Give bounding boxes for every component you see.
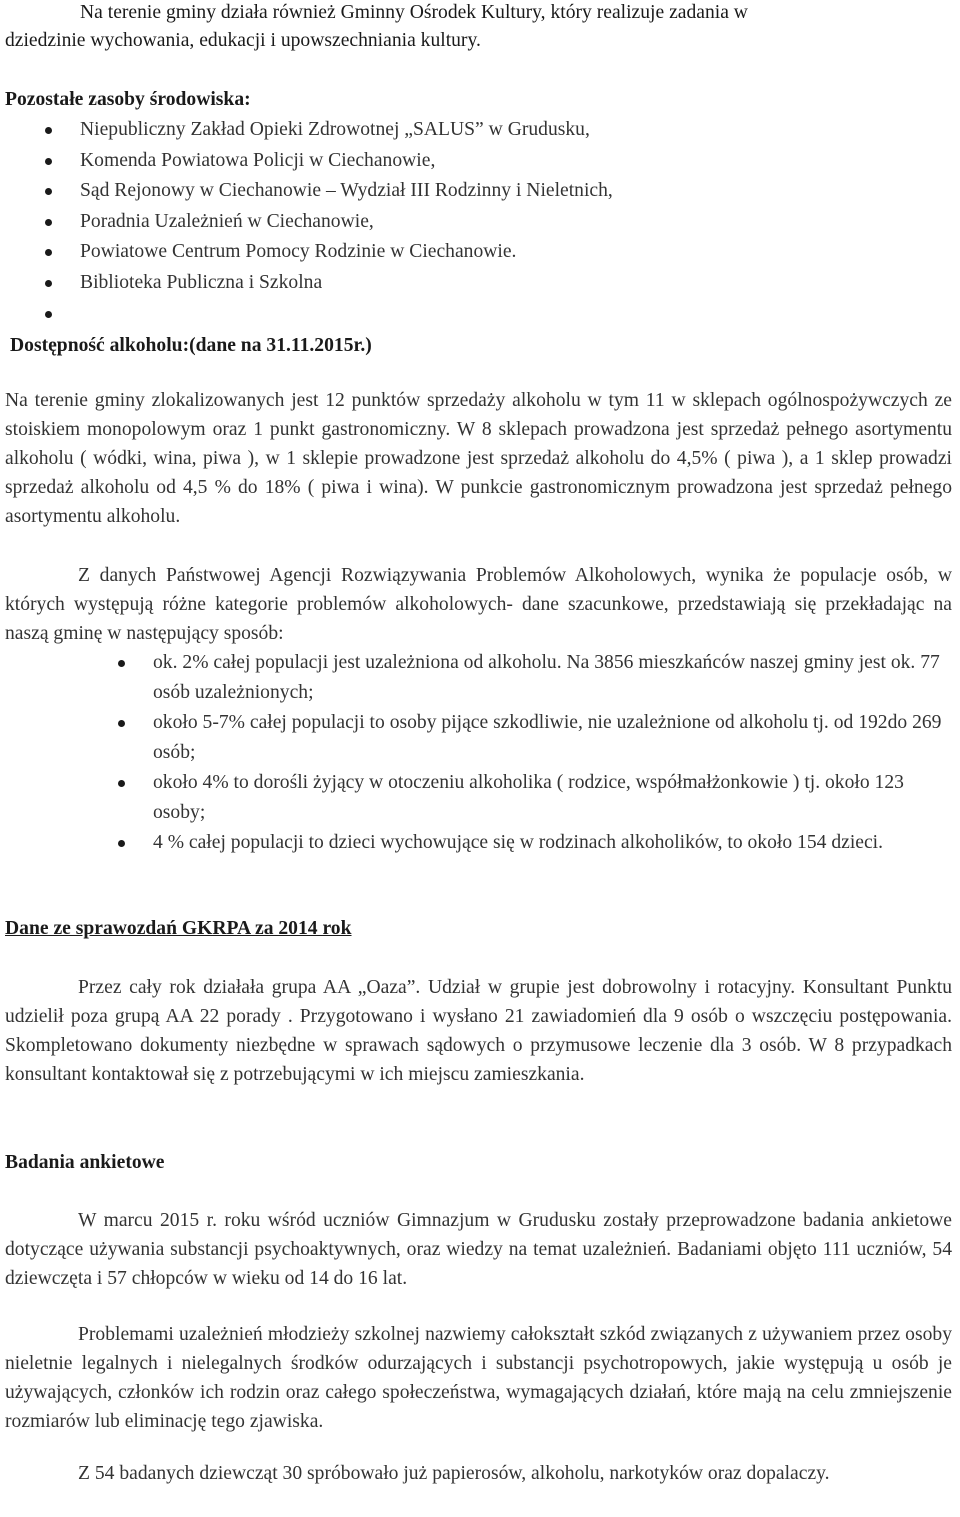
alcohol-heading: Dostępność alkoholu:(dane na 31.11.2015r.) xyxy=(10,335,372,356)
resources-list xyxy=(0,115,950,329)
survey-paragraph-3: Z 54 badanych dziewcząt 30 spróbowało już papierosów, alkoholu, narkotyków oraz dopalaczy. xyxy=(78,1463,830,1484)
list-item: Sąd Rejonowy w Ciechanowie – Wydział III Rodzinny i Nieletnich, xyxy=(0,176,950,207)
intro-line-2: dziedzinie wychowania, edukacji i upowszechniania kultury. xyxy=(5,30,481,51)
list-item: Powiatowe Centrum Pomocy Rodzinie w Ciechanowie. xyxy=(0,237,950,268)
list-item: około 5-7% całej populacji to osoby pijące szkodliwie, nie uzależnione od alkoholu tj. od 192do 269 osób; xyxy=(0,708,950,768)
bullet-icon xyxy=(45,188,52,195)
list-item: ok. 2% całej populacji jest uzależniona od alkoholu. Na 3856 mieszkańców naszej gminy jest ok. 77 osób uzależnionych; xyxy=(0,648,950,708)
list-item: Biblioteka Publiczna i Szkolna xyxy=(0,268,950,299)
bullet-icon xyxy=(118,660,125,667)
list-item: Niepubliczny Zakład Opieki Zdrowotnej „SALUS” w Grudusku, xyxy=(0,115,950,146)
estimates-list xyxy=(0,648,950,888)
bullet-icon xyxy=(118,840,125,847)
list-item xyxy=(0,299,950,330)
list-item: Komenda Powiatowa Policji w Ciechanowie, xyxy=(0,146,950,177)
survey-paragraph-2: Problemami uzależnień młodzieży szkolnej nazwiemy całokształt szkód związanych z używaniem przez osoby nieletnie legalnych i nielegalnych środków odurzających i substancji psychotropowych, jakie występują u osób je używających, członków ich rodzin oraz całego społeczeństwa, wymagających działań, które mają na celu zmniejszenie rozmiarów lub eliminację tego zjawiska. xyxy=(5,1324,952,1432)
list-item: Poradnia Uzależnień w Ciechanowie, xyxy=(0,207,950,238)
list-item: 4 % całej populacji to dzieci wychowujące się w rodzinach alkoholików, to około 154 dzieci. xyxy=(0,828,950,888)
bullet-icon xyxy=(45,158,52,165)
bullet-icon xyxy=(45,311,52,318)
intro-line-1: Na terenie gminy działa również Gminny Ośrodek Kultury, który realizuje zadania w xyxy=(80,2,748,23)
bullet-icon xyxy=(45,280,52,287)
gkrpa-paragraph: Przez cały rok działała grupa AA „Oaza”. Udział w grupie jest dobrowolny i rotacyjny. Konsultant Punktu udzielił poza grupą AA 22 porady . Przygotowano i wysłano 21 zawiadomień dla 9 osób o wszczęciu postępowania. Skompletowano dokumenty niezbędne w sprawach sądowych o przymusowe leczenie dla 3 osób. W 8 przypadkach konsultant kontaktował się z potrzebującymi w ich miejscu zamieszkania. xyxy=(5,977,952,1085)
bullet-icon xyxy=(45,219,52,226)
agency-paragraph: Z danych Państwowej Agencji Rozwiązywania Problemów Alkoholowych, wynika że populacje osób, w których występują różne kategorie problemów alkoholowych- dane szacunkowe, przedstawiają się przekładając na naszą gminę w następujący sposób: xyxy=(5,565,952,644)
survey-paragraph-1: W marcu 2015 r. roku wśród uczniów Gimnazjum w Grudusku zostały przeprowadzone badania ankietowe dotyczące używania substancji psychoaktywnych, oraz wiedzy na temat uzależnień. Badaniami objęto 111 uczniów, 54 dziewczęta i 57 chłopców w wieku od 14 do 16 lat. xyxy=(5,1210,952,1289)
survey-heading: Badania ankietowe xyxy=(5,1152,165,1173)
bullet-icon xyxy=(118,720,125,727)
bullet-icon xyxy=(45,249,52,256)
gkrpa-heading: Dane ze sprawozdań GKRPA za 2014 rok xyxy=(5,918,352,939)
bullet-icon xyxy=(118,780,125,787)
resources-heading: Pozostałe zasoby środowiska: xyxy=(5,89,251,110)
list-item: około 4% to dorośli żyjący w otoczeniu alkoholika ( rodzice, współmałżonkowie ) tj. około 123 osoby; xyxy=(0,768,950,828)
bullet-icon xyxy=(45,127,52,134)
alcohol-paragraph: Na terenie gminy zlokalizowanych jest 12 punktów sprzedaży alkoholu w tym 11 w sklepach ogólnospożywczych ze stoiskiem monopolowym oraz 1 punkt gastronomiczny. W 8 sklepach prowadzona jest sprzedaż pełnego asortymentu alkoholu ( wódki, wina, piwa ), w 1 sklepie prowadzone jest sprzedaż alkoholu do 4,5% ( piwa ), a 1 sklep prowadzi sprzedaż alkoholu od 4,5 % do 18% ( piwa i wina). W punkcie gastronomicznym prowadzona jest sprzedaż pełnego asortymentu alkoholu. xyxy=(5,390,952,527)
